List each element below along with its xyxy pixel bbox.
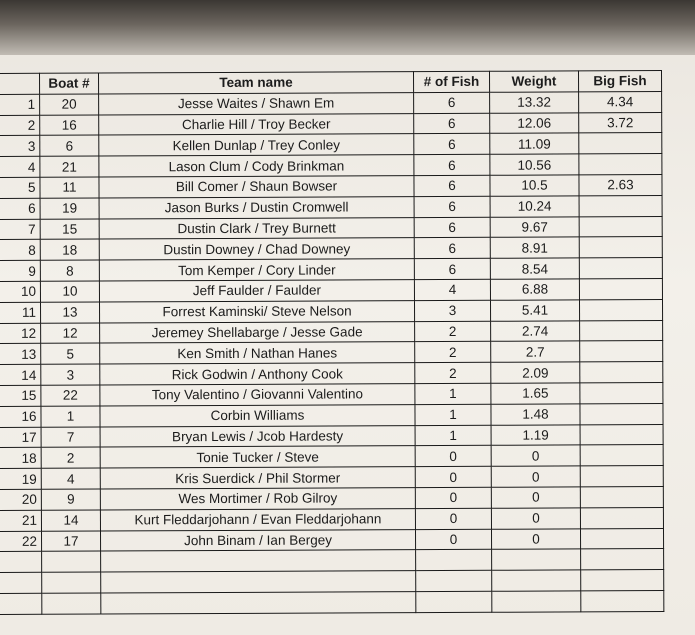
cell-fish-count: 1	[415, 383, 491, 404]
cell-place: 17	[0, 427, 41, 448]
cell-boat-number: 3	[41, 364, 100, 385]
cell-place: 6	[0, 198, 40, 219]
cell-place: 22	[0, 531, 42, 552]
cell-fish-count: 2	[415, 342, 491, 363]
cell-team-name: Kris Suerdick / Phil Stormer	[100, 467, 415, 489]
cell-boat-number: 9	[41, 489, 100, 510]
cell-place: 10	[0, 281, 40, 302]
cell-boat-number: 10	[40, 281, 99, 302]
cell-weight	[492, 549, 581, 570]
cell-team-name: Jeff Faulder / Faulder	[99, 280, 414, 302]
cell-place: 14	[0, 364, 41, 385]
cell-weight: 8.54	[490, 258, 579, 279]
cell-team-name: Wes Mortimer / Rob Gilroy	[100, 488, 415, 510]
cell-team-name	[101, 571, 416, 593]
table-row	[0, 91, 662, 115]
cell-fish-count: 6	[414, 258, 490, 279]
cell-big-fish	[580, 507, 663, 528]
cell-place: 11	[0, 302, 41, 323]
cell-fish-count: 6	[414, 113, 490, 134]
cell-boat-number: 8	[40, 260, 99, 281]
results-table	[0, 70, 664, 615]
table-row	[0, 195, 662, 219]
table-row	[0, 299, 663, 323]
cell-fish-count: 2	[415, 321, 491, 342]
table-row	[0, 216, 662, 240]
cell-weight: 13.32	[490, 92, 579, 113]
cell-fish-count: 3	[414, 300, 490, 321]
cell-place: 2	[0, 115, 40, 136]
cell-fish-count: 0	[415, 487, 491, 508]
cell-place: 8	[0, 240, 40, 261]
cell-boat-number: 12	[41, 323, 100, 344]
cell-place: 7	[0, 219, 40, 240]
table-row	[0, 528, 664, 552]
cell-weight: 1.19	[491, 424, 580, 445]
table-row	[0, 466, 663, 490]
cell-big-fish	[581, 570, 664, 591]
cell-team-name: Jesse Waites / Shawn Em	[99, 92, 414, 114]
cell-weight: 6.88	[490, 279, 579, 300]
header-boat: Boat #	[40, 73, 99, 94]
table-row	[0, 320, 663, 344]
header-team: Team name	[99, 72, 414, 94]
table-row	[0, 445, 663, 469]
cell-team-name	[101, 550, 416, 572]
cell-fish-count: 0	[415, 529, 491, 550]
cell-boat-number: 14	[41, 510, 100, 531]
cell-weight: 10.5	[490, 175, 579, 196]
cell-place: 16	[0, 406, 41, 427]
cell-weight: 2.74	[491, 320, 580, 341]
cell-team-name: Forrest Kaminski/ Steve Nelson	[99, 300, 414, 322]
cell-team-name: Dustin Downey / Chad Downey	[99, 238, 414, 260]
table-row	[0, 237, 662, 261]
cell-big-fish: 2.63	[579, 175, 662, 196]
cell-fish-count: 0	[415, 466, 491, 487]
cell-weight: 9.67	[490, 217, 579, 238]
cell-team-name: Tonie Tucker / Steve	[100, 446, 415, 468]
cell-place: 21	[0, 510, 41, 531]
cell-place: 20	[0, 489, 41, 510]
cell-big-fish	[579, 299, 662, 320]
cell-boat-number: 18	[40, 239, 99, 260]
cell-place: 9	[0, 260, 40, 281]
cell-boat-number: 22	[41, 385, 100, 406]
cell-weight: 2.7	[491, 341, 580, 362]
cell-boat-number: 19	[40, 198, 99, 219]
cell-big-fish	[580, 383, 663, 404]
cell-fish-count: 0	[415, 446, 491, 467]
cell-big-fish	[580, 403, 663, 424]
cell-boat-number	[42, 572, 101, 593]
table-row	[0, 341, 663, 365]
table-row	[0, 570, 664, 594]
cell-big-fish	[580, 445, 663, 466]
table-row	[0, 258, 662, 282]
cell-big-fish	[579, 133, 662, 154]
cell-team-name: Corbin Williams	[100, 404, 415, 426]
cell-place: 13	[0, 344, 41, 365]
cell-fish-count: 6	[414, 175, 490, 196]
cell-team-name: Kurt Fleddarjohann / Evan Fleddarjohann	[100, 508, 415, 530]
table-row	[0, 175, 662, 199]
cell-weight: 1.65	[491, 383, 580, 404]
cell-fish-count: 6	[414, 217, 490, 238]
cell-weight: 0	[491, 487, 580, 508]
cell-boat-number: 16	[40, 115, 99, 136]
cell-weight: 8.91	[490, 237, 579, 258]
header-weight: Weight	[489, 71, 578, 92]
cell-boat-number: 2	[41, 447, 100, 468]
cell-fish-count: 6	[414, 134, 490, 155]
cell-big-fish: 3.72	[579, 112, 662, 133]
cell-weight: 0	[491, 445, 580, 466]
cell-big-fish	[581, 549, 664, 570]
cell-team-name: Dustin Clark / Trey Burnett	[99, 217, 414, 239]
table-row	[0, 590, 664, 614]
cell-big-fish	[581, 590, 664, 611]
cell-team-name: John Binam / Ian Bergey	[100, 529, 415, 551]
cell-boat-number: 15	[40, 219, 99, 240]
cell-boat-number	[42, 551, 101, 572]
cell-big-fish	[580, 528, 663, 549]
cell-fish-count: 0	[415, 508, 491, 529]
cell-big-fish	[579, 195, 662, 216]
cell-boat-number: 21	[40, 156, 99, 177]
cell-weight: 12.06	[490, 113, 579, 134]
cell-weight: 2.09	[491, 362, 580, 383]
cell-fish-count: 6	[414, 238, 490, 259]
cell-team-name: Tom Kemper / Cory Linder	[99, 259, 414, 281]
table-row	[0, 112, 662, 136]
cell-boat-number: 11	[40, 177, 99, 198]
cell-fish-count: 1	[415, 404, 491, 425]
cell-big-fish	[579, 237, 662, 258]
header-big-fish: Big Fish	[578, 71, 661, 92]
cell-boat-number	[42, 593, 101, 614]
cell-boat-number: 4	[41, 468, 100, 489]
cell-fish-count: 2	[415, 362, 491, 383]
cell-big-fish	[579, 154, 662, 175]
cell-big-fish	[580, 424, 663, 445]
cell-big-fish	[580, 320, 663, 341]
cell-weight: 10.56	[490, 154, 579, 175]
cell-place: 4	[0, 156, 40, 177]
cell-place: 15	[0, 385, 41, 406]
background-surface	[0, 0, 695, 60]
cell-place: 3	[0, 136, 40, 157]
header-place	[0, 73, 40, 94]
cell-team-name: Kellen Dunlap / Trey Conley	[99, 134, 414, 156]
cell-place: 18	[0, 448, 41, 469]
table-row	[0, 133, 662, 157]
cell-big-fish	[579, 279, 662, 300]
cell-place: 1	[0, 94, 40, 115]
cell-fish-count: 6	[414, 154, 490, 175]
cell-boat-number: 7	[41, 427, 100, 448]
cell-weight	[492, 570, 581, 591]
cell-weight: 5.41	[490, 300, 579, 321]
cell-team-name: Lason Clum / Cody Brinkman	[99, 155, 414, 177]
table-row	[0, 424, 663, 448]
cell-team-name: Jeremey Shellabarge / Jesse Gade	[100, 321, 415, 343]
table-row	[0, 383, 663, 407]
cell-boat-number: 13	[40, 302, 99, 323]
cell-fish-count	[416, 591, 492, 612]
cell-big-fish	[579, 258, 662, 279]
cell-boat-number: 6	[40, 135, 99, 156]
cell-weight: 0	[491, 508, 580, 529]
cell-team-name: Tony Valentino / Giovanni Valentino	[100, 384, 415, 406]
cell-weight	[492, 591, 581, 612]
cell-weight: 11.09	[490, 133, 579, 154]
table-row	[0, 403, 663, 427]
header-row	[0, 71, 662, 95]
cell-team-name: Rick Godwin / Anthony Cook	[100, 363, 415, 385]
cell-fish-count	[416, 570, 492, 591]
cell-weight: 10.24	[490, 196, 579, 217]
cell-team-name: Bryan Lewis / Jcob Hardesty	[100, 425, 415, 447]
cell-weight: 0	[491, 528, 580, 549]
cell-big-fish	[579, 216, 662, 237]
cell-weight: 1.48	[491, 404, 580, 425]
cell-big-fish	[580, 362, 663, 383]
cell-weight: 0	[491, 466, 580, 487]
cell-big-fish	[580, 341, 663, 362]
table-row	[0, 507, 663, 531]
cell-big-fish	[580, 486, 663, 507]
table-row	[0, 549, 664, 573]
header-fish-count: # of Fish	[413, 71, 489, 92]
cell-team-name: Jason Burks / Dustin Cromwell	[99, 196, 414, 218]
table-row	[0, 486, 663, 510]
cell-place: 5	[0, 177, 40, 198]
cell-boat-number: 5	[41, 343, 100, 364]
cell-boat-number: 1	[41, 406, 100, 427]
cell-fish-count: 6	[414, 196, 490, 217]
cell-boat-number: 20	[40, 94, 99, 115]
cell-team-name	[101, 592, 416, 614]
cell-place	[0, 572, 42, 593]
cell-place: 12	[0, 323, 41, 344]
cell-big-fish	[580, 466, 663, 487]
cell-place	[0, 593, 42, 614]
cell-team-name: Bill Comer / Shaun Bowser	[99, 176, 414, 198]
cell-fish-count	[416, 550, 492, 571]
cell-fish-count: 4	[414, 279, 490, 300]
table-row	[0, 279, 662, 303]
cell-place	[0, 552, 42, 573]
table-row	[0, 154, 662, 178]
cell-place: 19	[0, 468, 41, 489]
table-row	[0, 362, 663, 386]
cell-team-name: Charlie Hill / Troy Becker	[99, 113, 414, 135]
cell-fish-count: 6	[414, 92, 490, 113]
cell-team-name: Ken Smith / Nathan Hanes	[100, 342, 415, 364]
cell-fish-count: 1	[415, 425, 491, 446]
cell-big-fish: 4.34	[579, 91, 662, 112]
cell-boat-number: 17	[41, 531, 100, 552]
